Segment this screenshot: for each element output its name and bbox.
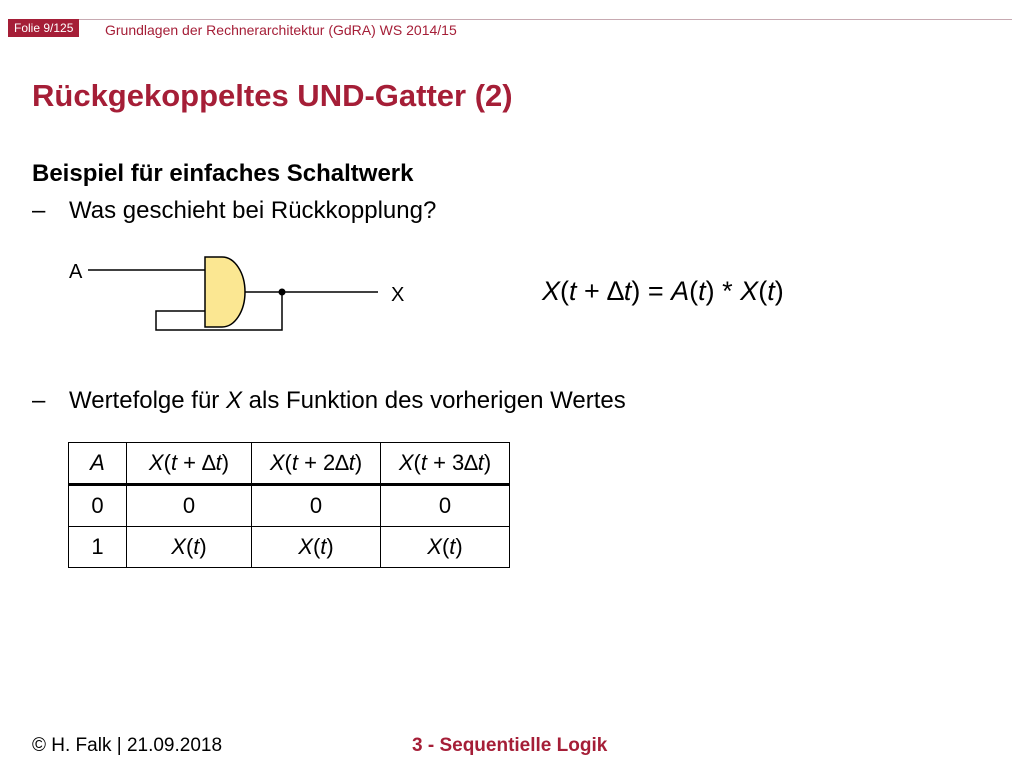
formula-equals: = [640,276,672,306]
table-cell [381,527,510,568]
cell-delta: + 3∆ [426,450,478,475]
course-title: Grundlagen der Rechnerarchitektur (GdRA) WS 2014/15 [105,22,457,38]
formula-t: t [698,276,706,306]
formula-paren: ( [689,276,699,306]
table-cell: 0 [381,485,510,527]
formula-t: t [569,276,577,306]
table-header-row [69,443,510,485]
formula-paren: ) [705,276,715,306]
formula-paren: ) [774,276,784,306]
cell-t: t [420,450,427,475]
cell-t: t [477,450,484,475]
header-x-t-plus-2dt [252,443,381,485]
table-cell [127,527,252,568]
formula-t: t [767,276,775,306]
table-cell: 0 [252,485,381,527]
bullet-dash: – [32,197,46,224]
formula-a-var: A [671,276,690,306]
cell-delta: + 2∆ [297,450,349,475]
table-row [69,527,510,568]
and-gate-feedback-circuit [60,245,405,345]
cell-delta: + ∆ [177,450,216,475]
bullet-text: als Funktion des vorherigen Wertes [241,387,626,414]
header-x-t-plus-3dt [381,443,510,485]
cell-var: X [269,450,285,475]
cell-t: t [170,450,178,475]
cell-var: X [148,450,164,475]
cell-t: t [215,450,222,475]
footer-chapter: 3 - Sequentielle Logik [412,735,608,756]
cell-paren: ) [199,534,207,559]
cell-paren: ( [185,534,194,559]
subtitle: Beispiel für einfaches Schaltwerk [32,160,414,187]
cell-paren: ) [455,534,463,559]
bullet-var-x: X [225,387,242,414]
value-sequence-table [68,442,510,568]
footer-author-date: © H. Falk | 21.09.2018 [32,735,223,756]
bullet-text: Was geschieht bei Rückkopplung? [69,197,437,224]
table-cell: 0 [69,485,127,527]
bullet-feedback-question [32,197,436,225]
slide-number-badge: Folie 9/125 [8,19,79,37]
cell-var: X [298,534,313,559]
table-cell [252,527,381,568]
cell-t: t [320,534,327,559]
cell-paren: ) [483,450,492,475]
cell-var: X [171,534,186,559]
formula-paren: ) [631,276,641,306]
table-cell: 1 [69,527,127,568]
cell-var: X [427,534,442,559]
junction-dot [279,289,286,296]
formula-t: t [623,276,632,306]
formula-x-var: X [542,276,561,306]
cell-t: t [291,450,298,475]
cell-paren: ( [413,450,421,475]
cell-paren: ( [163,450,171,475]
header-a [69,443,127,485]
formula-x-var: X [740,276,759,306]
formula-paren: ( [758,276,768,306]
cell-paren: ) [326,534,334,559]
cell-paren: ( [284,450,292,475]
cell-paren: ( [312,534,321,559]
header-rule [12,19,1012,20]
cell-paren: ) [354,450,363,475]
table-row [69,485,510,527]
cell-t: t [348,450,355,475]
cell-paren: ( [441,534,450,559]
cell-var: A [90,450,105,475]
formula-plus-delta: + ∆ [576,276,624,306]
bullet-value-sequence [32,387,626,415]
bullet-dash: – [32,387,46,414]
cell-t: t [449,534,456,559]
bullet-text: Wertefolge für [69,387,226,414]
table-cell: 0 [127,485,252,527]
and-gate-symbol [205,257,245,327]
output-label-x: X [391,284,405,306]
slide-title: Rückgekoppeltes UND-Gatter (2) [32,78,513,113]
feedback-formula [542,276,784,307]
header-x-t-plus-dt [127,443,252,485]
cell-var: X [398,450,414,475]
input-label-a: A [69,261,83,283]
formula-times: * [714,276,741,306]
cell-paren: ) [221,450,230,475]
cell-t: t [193,534,200,559]
formula-paren: ( [560,276,570,306]
